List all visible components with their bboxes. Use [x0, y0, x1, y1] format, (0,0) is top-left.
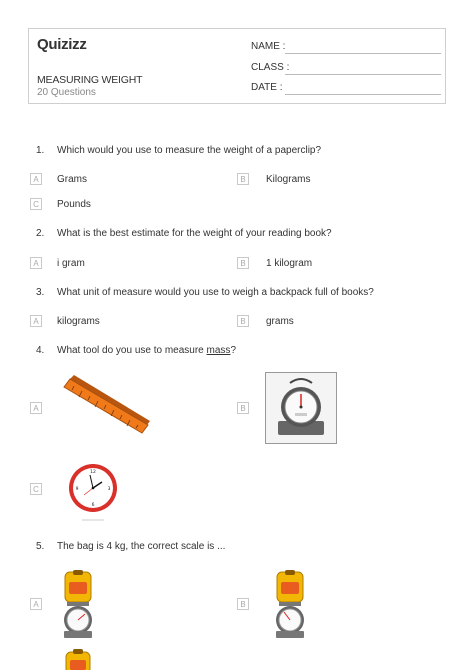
option-1a-letter[interactable]: A	[30, 173, 42, 185]
name-label: NAME :	[251, 41, 286, 52]
question-2-text: What is the best estimate for the weight of your reading book?	[57, 228, 332, 239]
backpack-on-scale-image-b[interactable]	[270, 568, 310, 640]
option-3a-letter[interactable]: A	[30, 315, 42, 327]
date-label: DATE :	[251, 82, 283, 93]
name-input-line[interactable]	[285, 53, 441, 54]
svg-text:3: 3	[107, 487, 111, 492]
question-4-text-start: What tool do you use to measure	[57, 345, 207, 356]
option-5a-letter[interactable]: A	[30, 598, 42, 610]
question-5-text: The bag is 4 kg, the correct scale is ...	[57, 541, 226, 552]
kitchen-scale-image[interactable]	[265, 372, 337, 444]
ruler-image[interactable]	[62, 373, 152, 435]
date-field[interactable]	[251, 82, 282, 93]
backpack-on-scale-image-a[interactable]	[58, 568, 98, 640]
clock-image[interactable]	[66, 462, 120, 524]
quizizz-logo: Quizizz	[37, 36, 87, 53]
question-3-text: What unit of measure would you use to weigh a backpack full of books?	[57, 287, 374, 298]
worksheet-title: MEASURING WEIGHT	[37, 74, 143, 86]
option-2a-text[interactable]: i gram	[57, 258, 85, 269]
option-4a-letter[interactable]: A	[30, 402, 42, 414]
class-label: CLASS :	[251, 62, 290, 73]
question-4-text-end: ?	[230, 345, 236, 356]
option-1b-letter[interactable]: B	[237, 173, 249, 185]
option-2b-letter[interactable]: B	[237, 257, 249, 269]
date-input-line[interactable]	[285, 94, 441, 95]
option-2a-letter[interactable]: A	[30, 257, 42, 269]
question-4-text	[57, 345, 236, 356]
option-5b-letter[interactable]: B	[237, 598, 249, 610]
svg-text:12: 12	[90, 470, 96, 475]
question-4-keyword: mass	[206, 345, 231, 356]
option-3a-text[interactable]: kilograms	[57, 316, 100, 327]
question-1-number: 1.	[36, 145, 45, 156]
option-1a-text[interactable]: Grams	[57, 174, 87, 185]
option-3b-letter[interactable]: B	[237, 315, 249, 327]
svg-text:9: 9	[75, 487, 79, 492]
backpack-image-partial	[60, 648, 96, 670]
option-1b-text[interactable]: Kilograms	[266, 174, 311, 185]
question-count: 20 Questions	[37, 87, 96, 98]
option-4c-letter[interactable]: C	[30, 483, 42, 495]
question-1-text: Which would you use to measure the weight of a paperclip?	[57, 145, 322, 156]
class-input-line[interactable]	[285, 74, 441, 75]
kitchen-scale-icon	[266, 373, 336, 443]
option-4b-letter[interactable]: B	[237, 402, 249, 414]
option-3b-text[interactable]: grams	[266, 316, 294, 327]
question-5-number: 5.	[36, 541, 45, 552]
option-1c-text[interactable]: Pounds	[57, 199, 91, 210]
name-field[interactable]	[251, 41, 285, 52]
option-2b-text[interactable]: 1 kilogram	[266, 258, 313, 269]
svg-text:6: 6	[91, 503, 95, 508]
question-2-number: 2.	[36, 228, 45, 239]
question-3-number: 3.	[36, 287, 45, 298]
worksheet-header	[28, 28, 446, 104]
option-1c-letter[interactable]: C	[30, 198, 42, 210]
class-field[interactable]	[251, 62, 289, 73]
question-4-number: 4.	[36, 345, 45, 356]
